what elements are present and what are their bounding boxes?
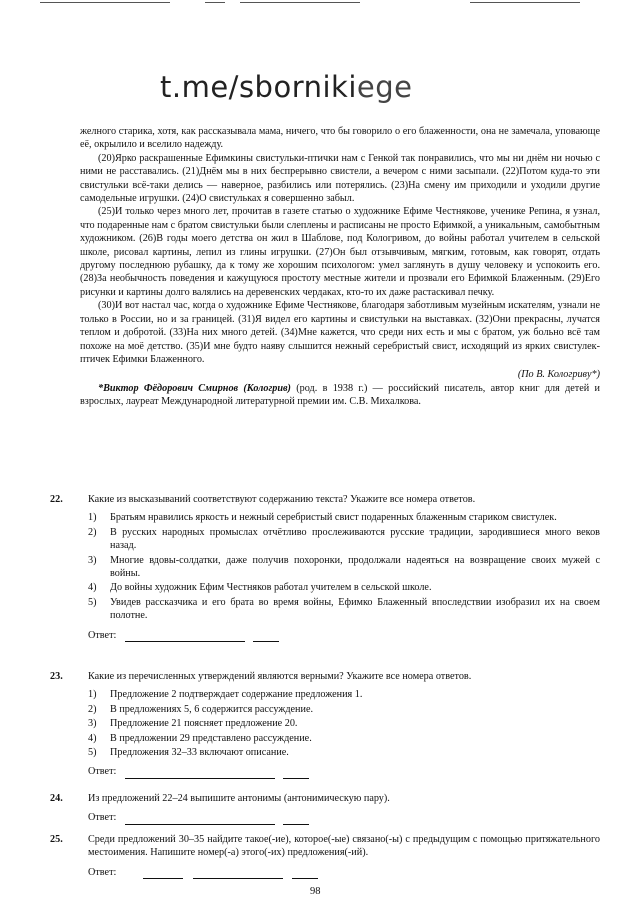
- task-number: 25.: [50, 834, 63, 845]
- option-text: Братьям нравились яркость и нежный серебристый свист подаренных блаженным стариком свистулек.: [110, 512, 557, 524]
- option-number: 2): [88, 526, 97, 538]
- option-item: [88, 746, 600, 759]
- top-edge-lines: [0, 0, 640, 6]
- option-number: 4): [88, 582, 97, 594]
- watermark-text: t.me/sborniki: [160, 70, 357, 104]
- option-number: 3): [88, 554, 97, 566]
- option-text: Предложения 32–33 включают описание.: [110, 747, 289, 759]
- story-paragraph: желного старика, хотя, как рассказывала мама, ничего, что бы говорило о его блаженности, она не замечала, уповающе её, окрылило и вселило надежду.: [80, 126, 600, 151]
- answer-line[interactable]: [125, 631, 245, 642]
- author-footnote: [80, 382, 600, 409]
- answer-line-short[interactable]: [283, 814, 309, 825]
- answer-line-short[interactable]: [253, 631, 279, 642]
- option-item: [88, 511, 600, 524]
- task-number: 23.: [50, 671, 63, 682]
- answer-label: Ответ:: [88, 812, 117, 824]
- option-item: [88, 596, 600, 623]
- task-prompt: Какие из высказываний соответствуют содержанию текста? Укажите все номера ответов.: [88, 494, 476, 505]
- option-text: Предложение 2 подтверждает содержание предложения 1.: [110, 689, 363, 701]
- task-24: [50, 792, 600, 825]
- answer-line[interactable]: [125, 814, 275, 825]
- option-text: Увидев рассказчика и его брата во время войны, Ефимко Блаженный впоследствии изобразил их на своем полотне.: [110, 596, 600, 622]
- task-22: [50, 493, 600, 642]
- page-number: 98: [310, 886, 321, 897]
- footnote-text: (род. в 1938 г.) — российский писатель, автор книг для детей и взрослых, лауреат Международной литературной премии им. С.В. Михалкова.: [80, 382, 600, 408]
- answer-label: Ответ:: [88, 866, 117, 878]
- answer-row: [88, 866, 600, 879]
- option-text: В русских народных промыслах отчётливо прослеживаются русские традиции, зародившиеся много веков назад.: [110, 526, 600, 552]
- answer-row: [88, 765, 600, 778]
- task-prompt: Какие из перечисленных утверждений являются верными? Укажите все номера ответов.: [88, 671, 472, 682]
- footnote-author-name: *Виктор Фёдорович Смирнов (Кологрив): [98, 382, 291, 394]
- option-text: В предложении 29 представлено рассуждение.: [110, 732, 312, 744]
- option-item: [88, 581, 600, 594]
- option-number: 5): [88, 747, 97, 759]
- option-text: До войны художник Ефим Честняков работал учителем в сельской школе.: [110, 582, 432, 594]
- option-item: [88, 703, 600, 716]
- author-signature: (По В. Кологриву*): [517, 369, 600, 381]
- answer-line[interactable]: [125, 768, 275, 779]
- answer-options: [88, 511, 600, 622]
- option-number: 1): [88, 689, 97, 701]
- watermark-text-partial: ege: [356, 70, 413, 104]
- task-23: [50, 670, 600, 779]
- option-number: 1): [88, 512, 97, 524]
- watermark: [160, 70, 413, 104]
- option-item: [88, 554, 600, 581]
- task-number: 22.: [50, 494, 63, 505]
- option-item: [88, 717, 600, 730]
- option-text: Предложение 21 поясняет предложение 20.: [110, 718, 298, 730]
- answer-row: [88, 629, 600, 642]
- option-number: 3): [88, 718, 97, 730]
- task-number: 24.: [50, 793, 63, 804]
- option-item: [88, 688, 600, 701]
- answer-line-long[interactable]: [193, 868, 283, 879]
- answer-line-short[interactable]: [283, 768, 309, 779]
- option-item: [88, 732, 600, 745]
- answer-row: [88, 811, 600, 824]
- answer-line-short[interactable]: [292, 868, 318, 879]
- answer-label: Ответ:: [88, 629, 117, 641]
- answer-options: [88, 688, 600, 759]
- story-paragraph: (25)И только через много лет, прочитав в газете статью о художнике Ефиме Честнякове, ученике Репина, я узнал, что подаренные нам с братом свистульки были слеплены и расписаны не просто Ефимкой, а уникальным, самобытным художником. (26)В годы моего детства он жил в Шаблове, под Кологривом, до войны работал учителем в сельской школе, рисовал картины, лепил из глины игрушки. (27)Он был отзывчивым, мягким, готовым, как говорят, отдать другому последнюю рубашку, да к тому же хорошим психологом: умел заглянуть в душу человеку и успокоить его. (28)За необычность поведения и кажущуюся простоту местные жители и прозвали его Ефимкой Блаженным. (29)Его рисунки и картины долго валялись на деревенских чердаках, кто-то их даже растаскивал печку.: [80, 206, 600, 298]
- task-prompt: Из предложений 22–24 выпишите антонимы (антонимическую пару).: [88, 793, 390, 804]
- option-text: В предложениях 5, 6 содержится рассуждение.: [110, 703, 314, 715]
- task-prompt: Среди предложений 30–35 найдите такое(-ие), которое(-ые) связано(-ы) с предыдущим с помощью притяжательного местоимения. Напишите номер(-а) этого(-их) предложения(-ий).: [88, 834, 600, 859]
- story-paragraph: (30)И вот настал час, когда о художнике Ефиме Честнякове, благодаря заботливым музейным искателям, узнали не только в России, но и за границей. (31)Я видел его картины и свистульки на выставках. (32)Они прекрасны, лучатся теплом и добротой. (33)На них много детей. (34)Мне кажется, что среди них есть и мы с братом, уж больно всё там похоже на моё детство. (35)И мне будто наяву слышится нежный серебристый свист, исходящий из ярких свистулек-птичек Ефимки Блаженного.: [80, 300, 600, 365]
- option-text: Многие вдовы-солдатки, даже получив похоронки, продолжали надеяться на возвращение своих мужей с войны.: [110, 554, 600, 580]
- option-item: [88, 526, 600, 553]
- option-number: 5): [88, 596, 97, 608]
- task-25: [50, 833, 600, 879]
- option-number: 4): [88, 732, 97, 744]
- answer-label: Ответ:: [88, 766, 117, 778]
- answer-line[interactable]: [143, 868, 183, 879]
- option-number: 2): [88, 703, 97, 715]
- story-paragraph: (20)Ярко раскрашенные Ефимкины свистульки-птички нам с Генкой так понравились, что мы ни днём ни ночью с ними не расставались. (21)Днём мы в них беспрерывно свистели, а вечером с ними засыпали. (22)Потом куда-то эти свистульки всё-таки делись — наверное, разбились или потерялись. (23)На смену им приходили и уходили другие самодельные игрушки. (24)О свистульках я совершенно забыл.: [80, 152, 600, 205]
- story-text: [80, 125, 600, 409]
